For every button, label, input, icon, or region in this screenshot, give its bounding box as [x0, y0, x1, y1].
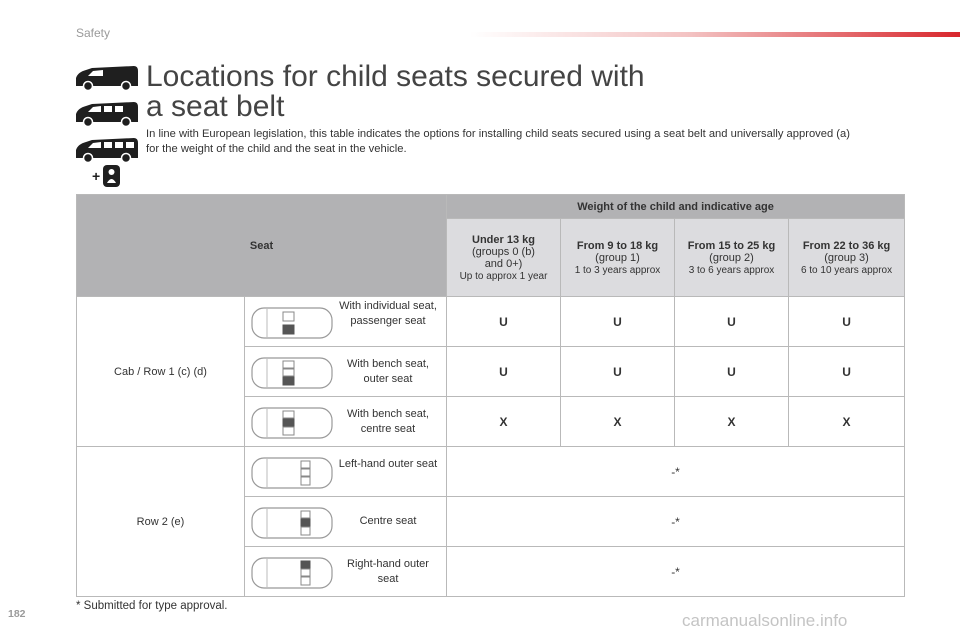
table-cell: U — [789, 297, 905, 347]
van-icon — [74, 64, 140, 92]
table-cell: U — [789, 347, 905, 397]
table-cell: -* — [447, 547, 905, 597]
page-title — [146, 62, 706, 122]
seat-cell — [245, 497, 447, 547]
watermark: carmanualsonline.info — [682, 611, 848, 630]
seat-description: Right-hand outer seat — [347, 558, 429, 585]
column-header — [561, 219, 675, 297]
column-group: (group 2) — [709, 251, 754, 264]
child-seat-icon — [92, 163, 122, 189]
table-cell: X — [675, 397, 789, 447]
table-cell: U — [447, 297, 561, 347]
table-cell: U — [561, 297, 675, 347]
table-cell: U — [675, 347, 789, 397]
svg-text:+: + — [92, 168, 101, 184]
seat-layout-icon — [251, 405, 333, 441]
table-row — [77, 297, 905, 347]
column-group: (groups 0 (b) and 0+) — [472, 245, 535, 270]
column-header — [675, 219, 789, 297]
seat-cell — [245, 547, 447, 597]
column-age: 1 to 3 years approx — [574, 264, 661, 276]
seat-cell — [245, 347, 447, 397]
seat-description: Centre seat — [359, 515, 417, 527]
column-header — [447, 219, 561, 297]
intro-text: In line with European legislation, this table indicates the options for installing child seats secured using a seat belt and universally approved (a) for the weight of the child and the seat in the vehicle. — [146, 128, 850, 155]
van-icon — [74, 136, 140, 164]
seat-layout-icon — [251, 505, 333, 541]
seat-cell — [245, 397, 447, 447]
vehicle-icons — [74, 64, 140, 172]
child-seat-table — [76, 194, 905, 597]
seat-layout-icon — [251, 355, 333, 391]
table-cell: -* — [447, 497, 905, 547]
table-cell: X — [789, 397, 905, 447]
table-cell: -* — [447, 447, 905, 497]
seat-description: With individual seat, passenger seat — [339, 300, 437, 327]
column-age: Up to approx 1 year — [459, 270, 548, 282]
seat-layout-icon — [251, 455, 333, 491]
footnote: * Submitted for type approval. — [76, 600, 228, 612]
column-header — [789, 219, 905, 297]
seat-description: Left-hand outer seat — [338, 458, 438, 470]
title-line-2: a seat belt — [146, 90, 285, 123]
column-title: From 15 to 25 kg — [687, 239, 776, 252]
table-cell: U — [447, 347, 561, 397]
column-age: 6 to 10 years approx — [800, 264, 893, 276]
weight-header: Weight of the child and indicative age — [447, 195, 905, 219]
column-group: (group 3) — [824, 251, 869, 264]
van-icon — [74, 100, 140, 128]
seat-cell — [245, 297, 447, 347]
seat-header: Seat — [77, 195, 447, 297]
seat-layout-icon — [251, 555, 333, 591]
header-stripe — [470, 32, 960, 37]
table-cell: X — [447, 397, 561, 447]
table-cell: U — [561, 347, 675, 397]
column-age: 3 to 6 years approx — [688, 264, 775, 276]
seat-row-group-name: Row 2 (e) — [77, 447, 245, 597]
seat-description: With bench seat, centre seat — [347, 408, 429, 435]
title-line-1: Locations for child seats secured with — [146, 60, 645, 93]
section-label: Safety — [76, 26, 111, 40]
seat-description: With bench seat, outer seat — [347, 358, 429, 385]
page-number: 182 — [8, 608, 26, 620]
column-title: From 22 to 36 kg — [802, 239, 891, 252]
table-row — [77, 447, 905, 497]
seat-row-group-name: Cab / Row 1 (c) (d) — [77, 297, 245, 447]
table-cell: X — [561, 397, 675, 447]
seat-layout-icon — [251, 305, 333, 341]
column-group: (group 1) — [595, 251, 640, 264]
column-title: From 9 to 18 kg — [576, 239, 659, 252]
table-cell: U — [675, 297, 789, 347]
seat-cell — [245, 447, 447, 497]
column-title: Under 13 kg — [472, 233, 535, 246]
